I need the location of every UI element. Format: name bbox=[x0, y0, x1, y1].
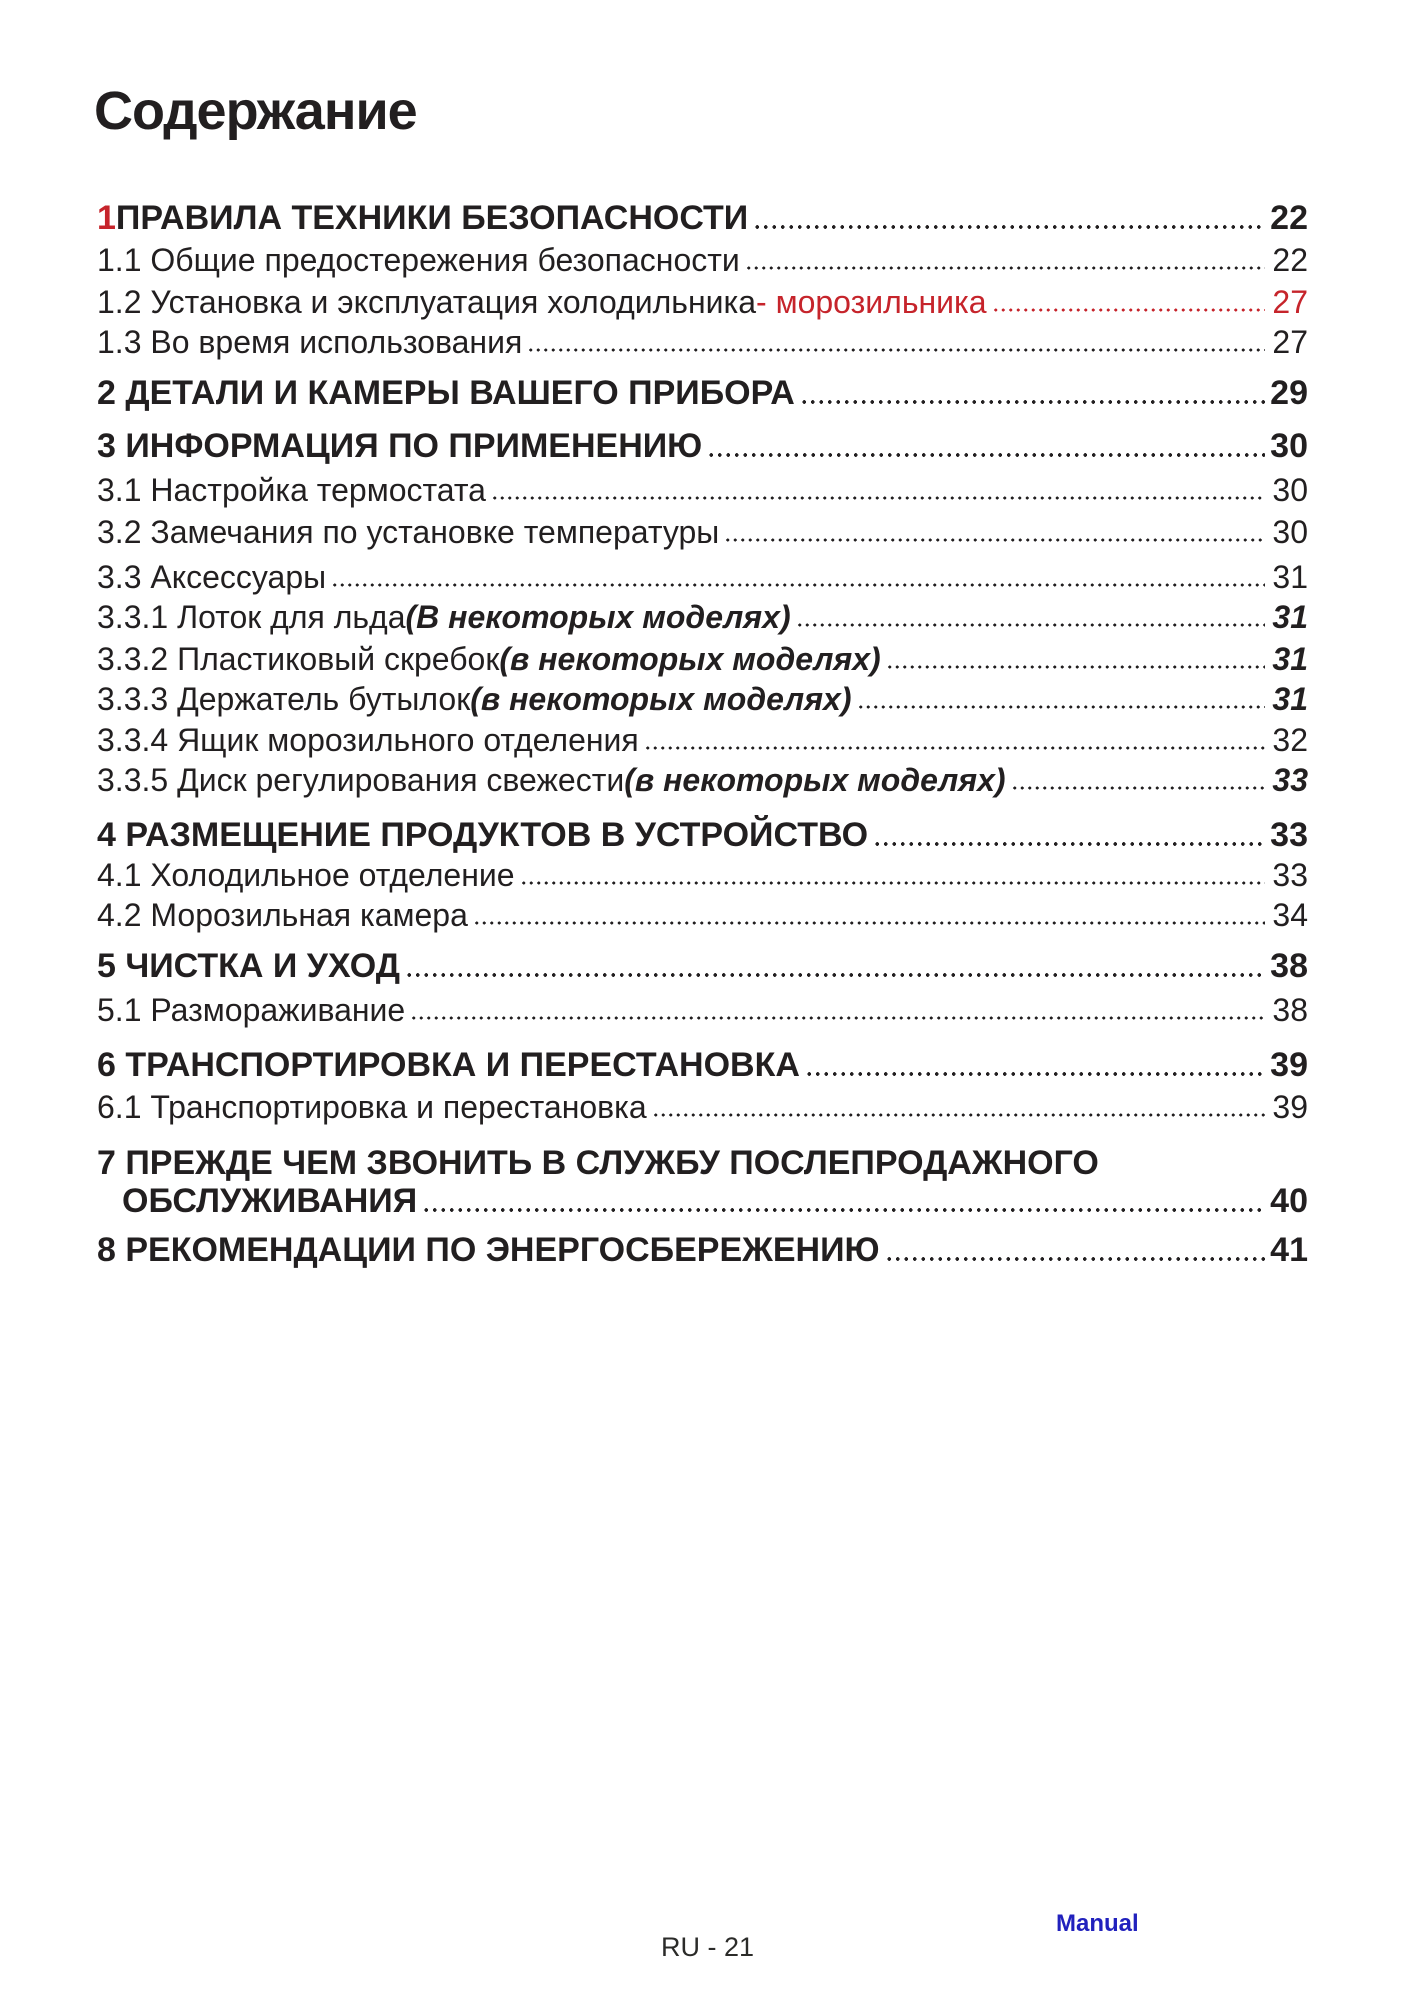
dot-leader bbox=[644, 720, 1265, 760]
toc-entry-3.3.4 bbox=[97, 720, 1308, 760]
toc-entry-label: 3.2 Замечания по установке температуры bbox=[97, 514, 720, 550]
toc-entry-label: 6 ТРАНСПОРТИРОВКА И ПЕРЕСТАНОВКА bbox=[97, 1046, 800, 1084]
page-number: 31 bbox=[1272, 559, 1308, 595]
toc-entry-label: 2 ДЕТАЛИ И КАМЕРЫ ВАШЕГО ПРИБОРА bbox=[97, 374, 795, 412]
dot-leader bbox=[527, 322, 1265, 362]
page-number: 27 bbox=[1272, 284, 1308, 320]
toc-entry-6 bbox=[97, 1046, 1308, 1084]
toc-entry-1 bbox=[97, 199, 1308, 237]
toc-entry-6.1 bbox=[97, 1087, 1308, 1127]
dot-leader bbox=[422, 1182, 1265, 1220]
toc-entry-3.1 bbox=[97, 470, 1308, 510]
toc-entry-2 bbox=[97, 374, 1308, 412]
page-number: 39 bbox=[1270, 1046, 1308, 1084]
page-number: 22 bbox=[1270, 199, 1308, 237]
toc-entry-3.3.3 bbox=[97, 679, 1308, 719]
toc-entry-4.2 bbox=[97, 895, 1308, 935]
toc-entry-label: 3.3.2 Пластиковый скребок bbox=[97, 641, 500, 677]
page-number: 33 bbox=[1270, 816, 1308, 854]
dot-leader bbox=[652, 1087, 1265, 1127]
page-number: 31 bbox=[1272, 641, 1308, 677]
toc-entry-label: 3.1 Настройка термостата bbox=[97, 472, 486, 508]
toc-entry-label: 3.3.3 Держатель бутылок bbox=[97, 681, 471, 717]
page-number: 27 bbox=[1272, 324, 1308, 360]
toc-entry-label: (в некоторых моделях) bbox=[624, 762, 1006, 798]
page-number-footer: RU - 21 bbox=[660, 1932, 755, 1962]
toc-entry-label: - морозильника bbox=[756, 284, 987, 320]
toc-entry-label: 8 РЕКОМЕНДАЦИИ ПО ЭНЕРГОСБЕРЕЖЕНИЮ bbox=[97, 1231, 880, 1269]
dot-leader bbox=[473, 895, 1265, 935]
toc-entry-3.3 bbox=[97, 557, 1308, 597]
dot-leader bbox=[805, 1046, 1265, 1084]
page-number: 29 bbox=[1270, 374, 1308, 412]
toc-entry-label: 1.1 Общие предостережения безопасности bbox=[97, 242, 740, 278]
page-number: 22 bbox=[1272, 242, 1308, 278]
toc-entry-label: 3.3 Аксессуары bbox=[97, 559, 327, 595]
page-title: Содержание bbox=[94, 81, 417, 141]
toc-entry-7 bbox=[97, 1144, 1308, 1220]
toc-entry-label: 1.3 Во время использования bbox=[97, 324, 523, 360]
toc-entry-line1 bbox=[97, 1144, 1308, 1182]
page-number: 40 bbox=[1270, 1182, 1308, 1220]
toc-entry-label: 5.1 Размораживание bbox=[97, 992, 406, 1028]
toc-entry-label: ОБСЛУЖИВАНИЯ bbox=[122, 1182, 418, 1220]
dot-leader bbox=[885, 1231, 1265, 1269]
dot-leader bbox=[410, 990, 1265, 1030]
toc-entry-label: ПРАВИЛА ТЕХНИКИ БЕЗОПАСНОСТИ bbox=[115, 199, 749, 237]
toc-entry-label: (В некоторых моделях) bbox=[405, 599, 791, 635]
page-number: 33 bbox=[1272, 857, 1308, 893]
page-number: 38 bbox=[1270, 947, 1308, 985]
dot-leader bbox=[753, 199, 1265, 237]
page-number: 30 bbox=[1270, 427, 1308, 465]
page-number: 33 bbox=[1272, 762, 1308, 798]
dot-leader bbox=[491, 470, 1265, 510]
toc-entry-5 bbox=[97, 947, 1308, 985]
toc-entry-line2 bbox=[97, 1182, 1308, 1220]
toc-entry-label: 7 ПРЕЖДЕ ЧЕМ ЗВОНИТЬ В СЛУЖБУ ПОСЛЕПРОДАЖНОГО bbox=[97, 1144, 1099, 1182]
dot-leader bbox=[520, 855, 1265, 895]
toc-entry-label: 5 ЧИСТКА И УХОД bbox=[97, 947, 400, 985]
page-number: 30 bbox=[1272, 472, 1308, 508]
dot-leader bbox=[331, 557, 1265, 597]
toc-entry-1.3 bbox=[97, 322, 1308, 362]
dot-leader bbox=[800, 374, 1265, 412]
dot-leader bbox=[405, 947, 1265, 985]
dot-leader bbox=[724, 512, 1265, 552]
toc-entry-label: 4.1 Холодильное отделение bbox=[97, 857, 515, 893]
dot-leader bbox=[886, 639, 1265, 679]
page-number: 31 bbox=[1272, 681, 1308, 717]
dot-leader bbox=[707, 427, 1265, 465]
toc-entry-1.2 bbox=[97, 282, 1308, 322]
toc-entry-3.2 bbox=[97, 512, 1308, 552]
toc-entry-label: 3.3.4 Ящик морозильного отделения bbox=[97, 722, 639, 758]
brand-label: Manual bbox=[1056, 1910, 1139, 1937]
toc-entry-8 bbox=[97, 1231, 1308, 1269]
dot-leader bbox=[857, 679, 1266, 719]
toc-entry-3.3.5 bbox=[97, 760, 1308, 800]
dot-leader bbox=[992, 282, 1265, 322]
toc-entry-3 bbox=[97, 427, 1308, 465]
toc-entry-label: (в некоторых моделях) bbox=[470, 681, 852, 717]
toc-entry-label: 4 РАЗМЕЩЕНИЕ ПРОДУКТОВ В УСТРОЙСТВО bbox=[97, 816, 869, 854]
page-number: 38 bbox=[1272, 992, 1308, 1028]
page-number: 34 bbox=[1272, 897, 1308, 933]
dot-leader bbox=[796, 597, 1265, 637]
page-number: 31 bbox=[1272, 599, 1308, 635]
toc-entry-4.1 bbox=[97, 855, 1308, 895]
page-number: 30 bbox=[1272, 514, 1308, 550]
toc-entry-label: 3.3.1 Лоток для льда bbox=[97, 599, 406, 635]
toc-entry-label: 3.3.5 Диск регулирования свежести bbox=[97, 762, 625, 798]
toc-entry-4 bbox=[97, 816, 1308, 854]
toc-entry-3.3.1 bbox=[97, 597, 1308, 637]
toc-entry-label: 1 bbox=[97, 199, 116, 237]
toc-entry-label: 3 ИНФОРМАЦИЯ ПО ПРИМЕНЕНИЮ bbox=[97, 427, 703, 465]
page-number: 39 bbox=[1272, 1089, 1308, 1125]
page-number: 41 bbox=[1270, 1231, 1308, 1269]
dot-leader bbox=[745, 240, 1265, 280]
dot-leader bbox=[1011, 760, 1265, 800]
toc-entry-label: 4.2 Морозильная камера bbox=[97, 897, 468, 933]
toc-entry-label: 1.2 Установка и эксплуатация холодильника bbox=[97, 284, 757, 320]
toc-entry-3.3.2 bbox=[97, 639, 1308, 679]
toc-entry-5.1 bbox=[97, 990, 1308, 1030]
toc-entry-1.1 bbox=[97, 240, 1308, 280]
page-number: 32 bbox=[1272, 722, 1308, 758]
toc-entry-label: (в некоторых моделях) bbox=[499, 641, 881, 677]
toc-entry-label: 6.1 Транспортировка и перестановка bbox=[97, 1089, 647, 1125]
dot-leader bbox=[873, 816, 1265, 854]
